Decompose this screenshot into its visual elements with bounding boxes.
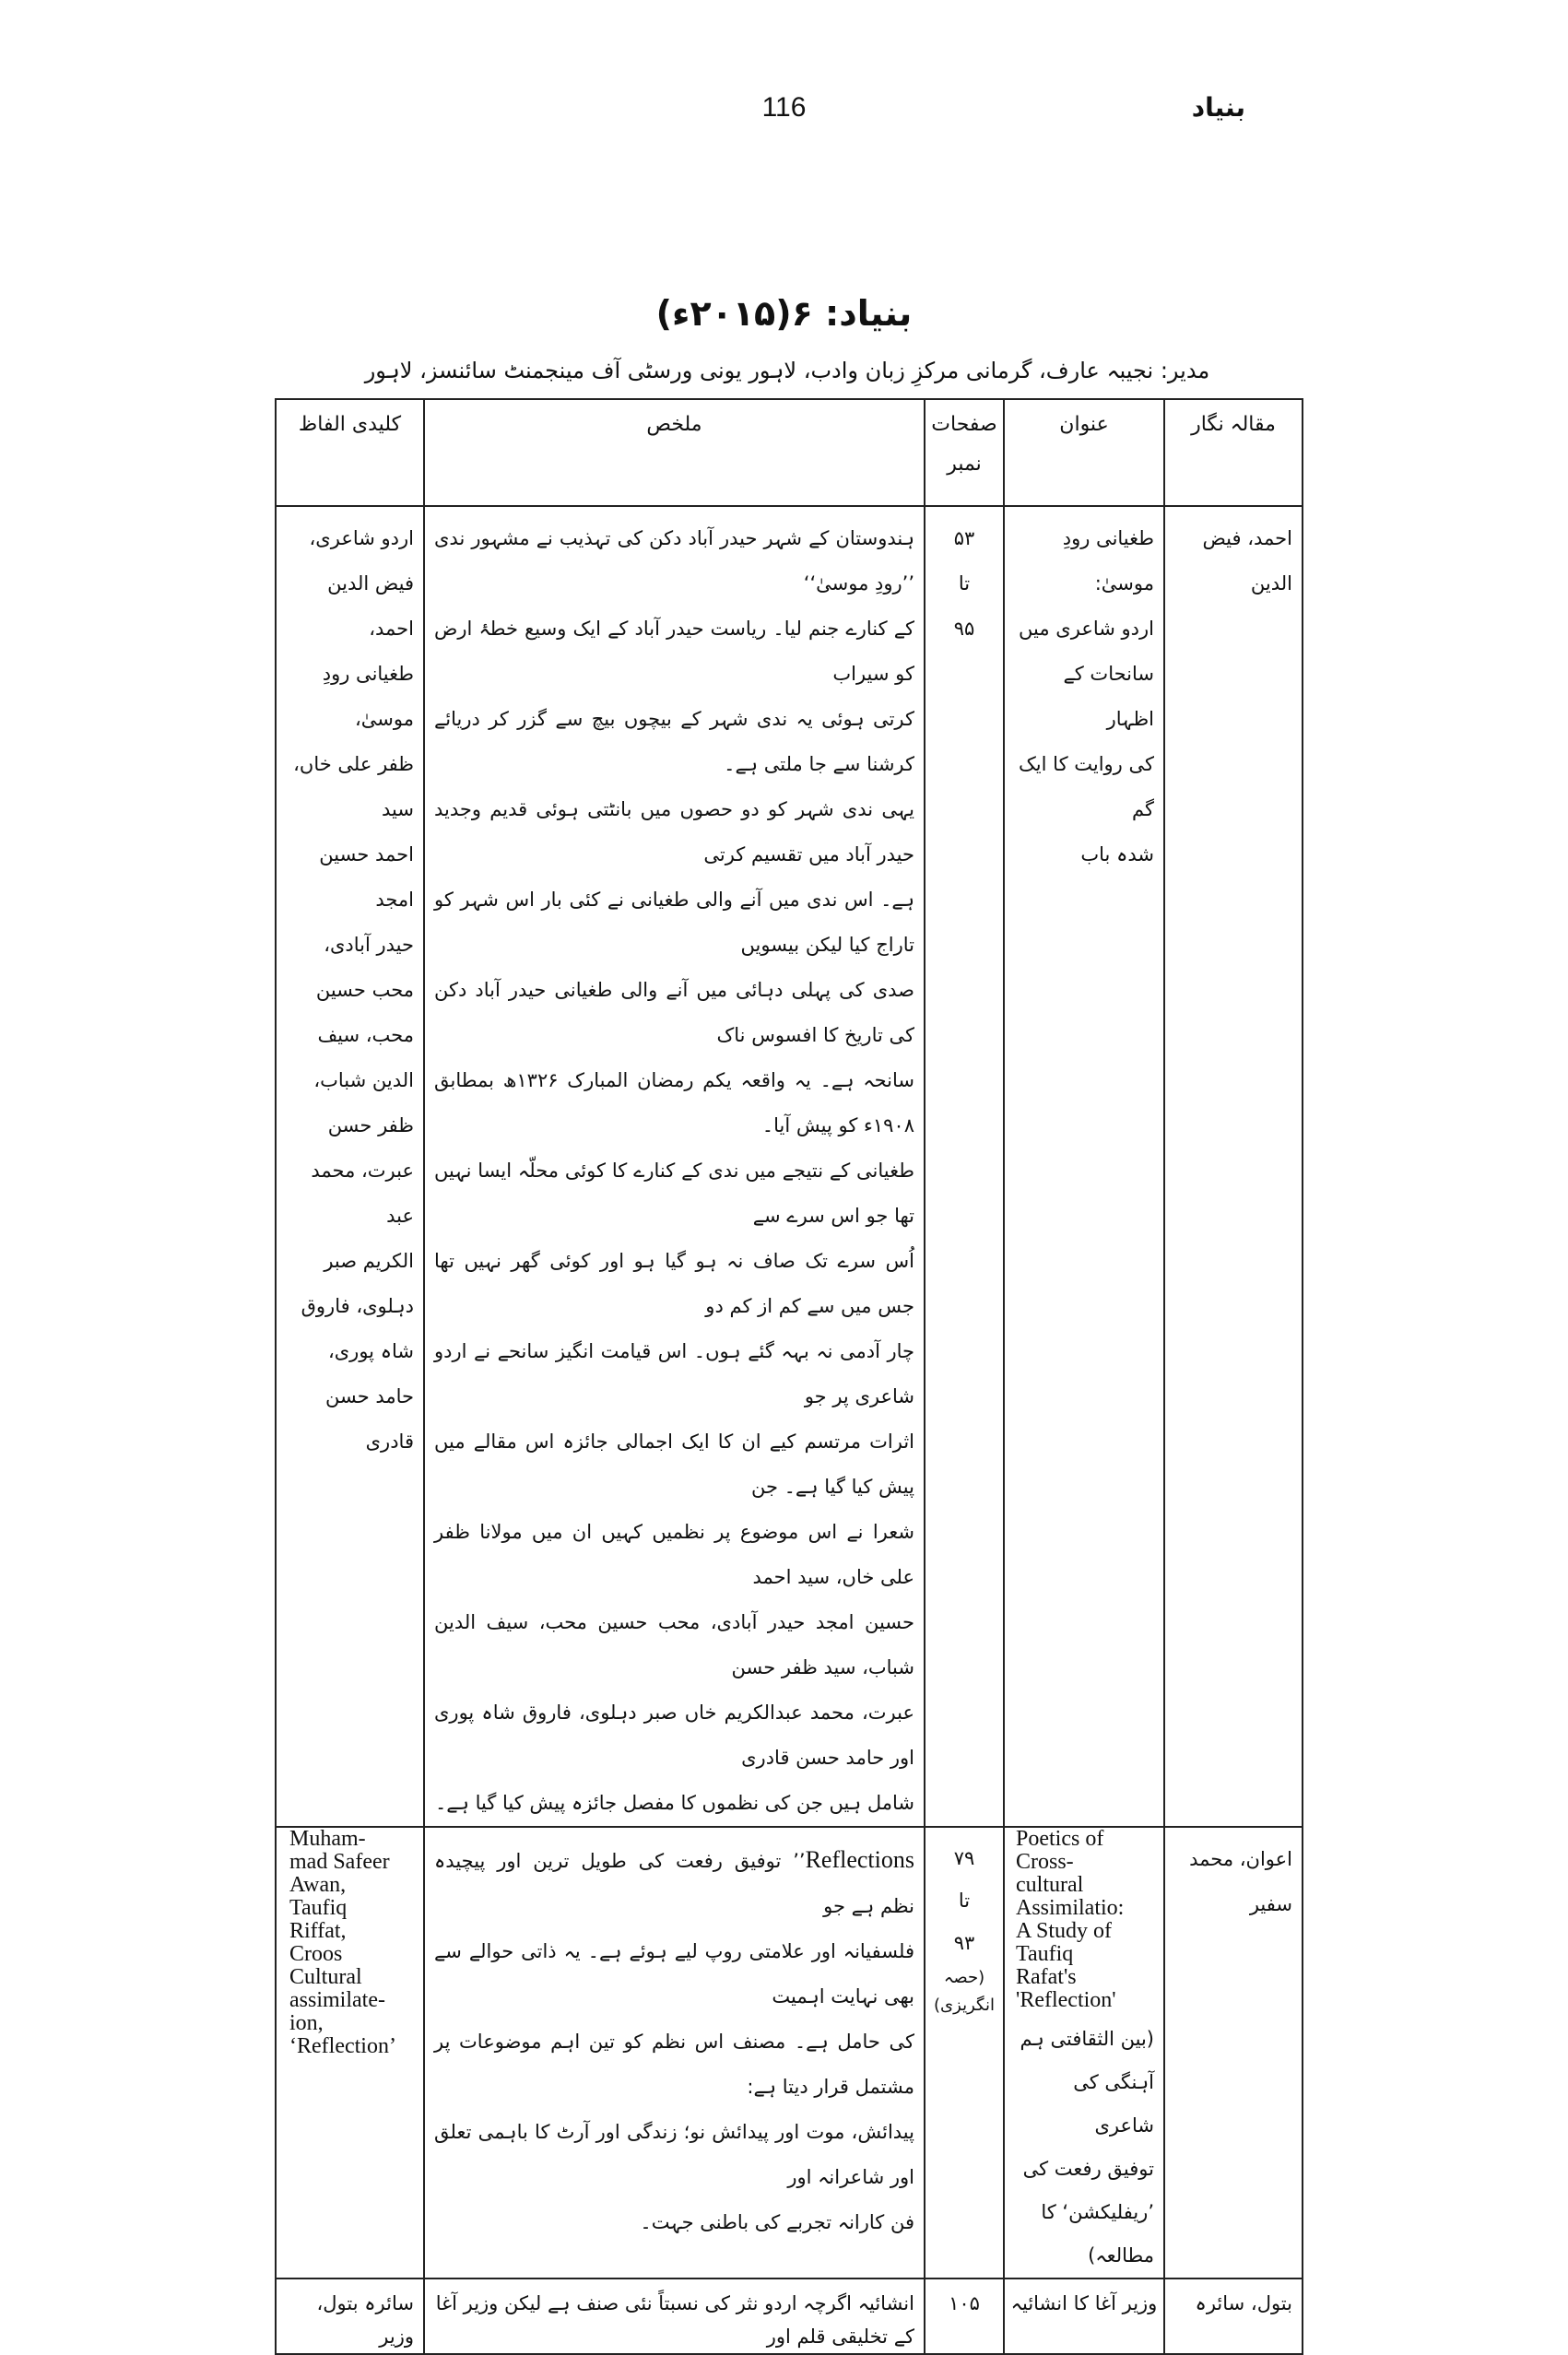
abstract-line: طغیانی کے نتیجے میں ندی کے کنارے کا کوئی محلّہ ایسا نہیں تھا جو اس سرے سے <box>434 1160 914 1227</box>
keyword-line-english: ‘Reflection’ <box>289 2034 396 2058</box>
column-header-pages-line: نمبر <box>947 453 982 476</box>
author-name: احمد، فیض الدین <box>1202 527 1292 595</box>
title-line-english: Assimilatio: <box>1016 1896 1125 1920</box>
cell-keywords <box>276 506 424 1827</box>
cell-title <box>1004 506 1164 1827</box>
author-name: بتول، سائرہ <box>1195 2292 1292 2314</box>
abstract-line: اُس سرے تک صاف نہ ہو گیا ہو اور کوئی گھر نہیں تھا جس میں سے کم از کم دو <box>434 1250 914 1317</box>
abstract-line: چار آدمی نہ بہہ گئے ہوں۔ اس قیامت انگیز سانحے نے اردو شاعری پر جو <box>434 1340 914 1407</box>
pages-line: ۱۰۵ <box>949 2292 980 2314</box>
cell-pages <box>925 506 1004 1827</box>
cell-pages <box>925 1827 1004 2278</box>
title-line: (بین الثقافتی ہم <box>1020 2028 1154 2050</box>
title-line-english: Cross- <box>1016 1850 1074 1874</box>
abstract-line: سانحہ ہے۔ یہ واقعہ یکم رمضان المبارک ۱۳۲۶ھ بمطابق ۱۹۰۸ء کو پیش آیا۔ <box>434 1069 914 1136</box>
title-line: طغیانی رودِ موسیٰ: <box>1062 527 1154 595</box>
title-line-english: Poetics of <box>1016 1827 1104 1851</box>
running-head: بنیاد <box>1191 92 1245 123</box>
pages-line: (حصہ <box>943 1968 985 1987</box>
title-line: اردو شاعری میں <box>1019 618 1154 640</box>
cell-author <box>1164 506 1303 1827</box>
cell-abstract <box>424 2278 925 2354</box>
keyword-line-english: Taufiq <box>289 1896 348 1920</box>
keyword-line: حیدر آبادی، <box>324 934 414 956</box>
column-header-keywords: کلیدی الفاظ <box>276 399 424 506</box>
abstract-line <box>434 1837 914 1929</box>
keyword-line-english: Riffat, <box>289 1919 347 1943</box>
abstract-english-term: Reflections <box>805 1846 914 1873</box>
cell-pages <box>925 2278 1004 2354</box>
keyword-line: الدین شباب، <box>313 1069 414 1091</box>
abstract-line: انشائیہ اگرچہ اردو نثر کی نسبتاً نئی صنف ہے لیکن وزیر آغا کے تخلیقی قلم اور <box>435 2292 914 2348</box>
abstract-line: عبرت، محمد عبدالکریم خاں صبر دہلوی، فاروق شاہ پوری اور حامد حسن قادری <box>434 1701 914 1769</box>
keyword-line-english: assimilate- <box>289 1988 385 2012</box>
keyword-line: احمد حسین امجد <box>319 843 414 911</box>
abstract-line-text: ’’ توفیق رفعت کی طویل ترین اور پیچیدہ نظم ہے جو <box>434 1850 914 1917</box>
issue-heading: بنیاد: ۶(۲۰۱۵ء) <box>655 293 913 334</box>
column-header-author: مقالہ نگار <box>1164 399 1303 506</box>
cell-abstract <box>424 1827 925 2278</box>
pages-line: ۹۳ <box>953 1932 975 1954</box>
table-header-row <box>276 399 1303 506</box>
keyword-line-english: mad Safeer <box>289 1850 390 1874</box>
keyword-line: حامد حسن قادری <box>324 1385 414 1453</box>
cell-keywords <box>276 1827 424 2278</box>
keyword-line: ظفر علی خاں، سید <box>293 753 414 820</box>
abstract-line: حسین امجد حیدر آبادی، محب حسین محب، سیف الدین شباب، سید ظفر حسن <box>434 1611 914 1678</box>
keyword-line-english: Awan, <box>289 1873 347 1897</box>
author-name: اعوان، محمد سفیر <box>1189 1848 1292 1915</box>
keyword-line-english: Cultural <box>289 1965 362 1989</box>
title-line: سانحات کے اظہار <box>1063 663 1154 730</box>
keyword-line: سائرہ بتول، وزیر <box>316 2292 414 2348</box>
keyword-line: ظفر حسن <box>327 1114 414 1136</box>
abstract-line: کرتی ہوئی یہ ندی شہر کے بیچوں بیچ سے گزر کر دریائے کرشنا سے جا ملتی ہے۔ <box>434 708 914 775</box>
title-line-english: A Study of <box>1016 1919 1113 1943</box>
pages-line: ۹۵ <box>953 618 975 640</box>
title-line: کی روایت کا ایک گم <box>1019 753 1154 820</box>
keyword-line: الکریم صبر <box>324 1250 414 1272</box>
abstract-line: اثرات مرتسم کیے ان کا ایک اجمالی جائزہ اس مقالے میں پیش کیا گیا ہے۔ جن <box>434 1431 914 1498</box>
abstract-line: کی حامل ہے۔ مصنف اس نظم کو تین اہم موضوعات پر مشتمل قرار دیتا ہے: <box>434 2031 914 2098</box>
keyword-line: محب، سیف <box>317 1024 414 1046</box>
abstract-line: شعرا نے اس موضوع پر نظمیں کہیں ان میں مولانا ظفر علی خاں، سید احمد <box>434 1521 914 1588</box>
title-line: توفیق رفعت کی <box>1022 2158 1154 2180</box>
cell-keywords <box>276 2278 424 2354</box>
cell-title <box>1004 2278 1164 2354</box>
keyword-line: محب حسین <box>315 979 414 1001</box>
article-index-table <box>275 398 1303 2355</box>
keyword-line: فیض الدین احمد، <box>327 572 414 640</box>
table-row <box>276 1827 1303 2278</box>
abstract-line: کے کنارے جنم لیا۔ ریاست حیدر آباد کے ایک وسیع خطۂ ارض کو سیراب <box>434 618 914 685</box>
abstract-line: ہے۔ اس ندی میں آنے والی طغیانی نے کئی بار اس شہر کو تاراج کیا لیکن بیسویں <box>434 889 914 956</box>
page-number: 116 <box>761 92 807 123</box>
abstract-line: یہی ندی شہر کو دو حصوں میں بانٹتی ہوئی قدیم وجدید حیدر آباد میں تقسیم کرتی <box>434 798 914 865</box>
table-row <box>276 2278 1303 2354</box>
keyword-line-english: ion, <box>289 2011 324 2035</box>
title-line-english: cultural <box>1016 1873 1084 1897</box>
abstract-line: پیدائش، موت اور پیدائش نو؛ زندگی اور آرٹ کا باہمی تعلق اور شاعرانہ اور <box>434 2121 914 2188</box>
editor-line: مدیر: نجیبہ عارف، گرمانی مرکزِ زبان وادب، لاہور یونی ورسٹی آف مینجمنٹ سائنسز، لاہور <box>364 358 1210 383</box>
article-title: وزیر آغا کا انشائیہ <box>1010 2292 1158 2314</box>
abstract-line: فن کارانہ تجربے کی باطنی جہت۔ <box>640 2211 914 2233</box>
keyword-line: اردو شاعری، <box>309 527 414 549</box>
title-line: مطالعہ) <box>1088 2244 1154 2267</box>
cell-title <box>1004 1827 1164 2278</box>
title-line-english: 'Reflection' <box>1016 1988 1116 2012</box>
keyword-line: طغیانی رودِ موسیٰ، <box>322 663 414 730</box>
column-header-title: عنوان <box>1004 399 1164 506</box>
title-line-english: Rafat's <box>1016 1965 1077 1989</box>
keyword-line: عبرت، محمد عبد <box>311 1160 414 1227</box>
cell-abstract <box>424 506 925 1827</box>
keyword-line-english: Muham- <box>289 1827 366 1851</box>
cell-author <box>1164 1827 1303 2278</box>
keyword-line-english: Croos <box>289 1942 343 1966</box>
pages-line: ۷۹ <box>953 1847 975 1869</box>
title-line: ’ریفلیکشن‘ کا <box>1041 2201 1154 2223</box>
keyword-line: شاہ پوری، <box>327 1340 414 1362</box>
pages-line: تا <box>958 572 971 595</box>
column-header-abstract: ملخص <box>424 399 925 506</box>
title-line: شدہ باب <box>1080 843 1154 865</box>
abstract-line: فلسفیانہ اور علامتی روپ لیے ہوئے ہے۔ یہ ذاتی حوالے سے بھی نہایت اہمیت <box>434 1940 914 2008</box>
column-header-pages <box>925 399 1004 506</box>
abstract-line: شامل ہیں جن کی نظموں کا مفصل جائزہ پیش کیا گیا ہے۔ <box>435 1792 914 1814</box>
pages-line: تا <box>958 1890 971 1912</box>
column-header-pages-line: صفحات <box>931 413 997 436</box>
pages-line: ۵۳ <box>953 527 975 549</box>
table-row <box>276 506 1303 1827</box>
title-line: آہنگی کی شاعری <box>1073 2071 1154 2137</box>
keyword-line: دہلوی، فاروق <box>301 1295 414 1317</box>
pages-line: انگریزی) <box>934 1996 995 2015</box>
abstract-line: صدی کی پہلی دہائی میں آنے والی طغیانی حیدر آباد دکن کی تاریخ کا افسوس ناک <box>434 979 914 1046</box>
abstract-line: ہندوستان کے شہر حیدر آباد دکن کی تہذیب نے مشہور ندی ’’رودِ موسیٰ‘‘ <box>434 527 914 595</box>
cell-author <box>1164 2278 1303 2354</box>
title-line-english: Taufiq <box>1016 1942 1074 1966</box>
